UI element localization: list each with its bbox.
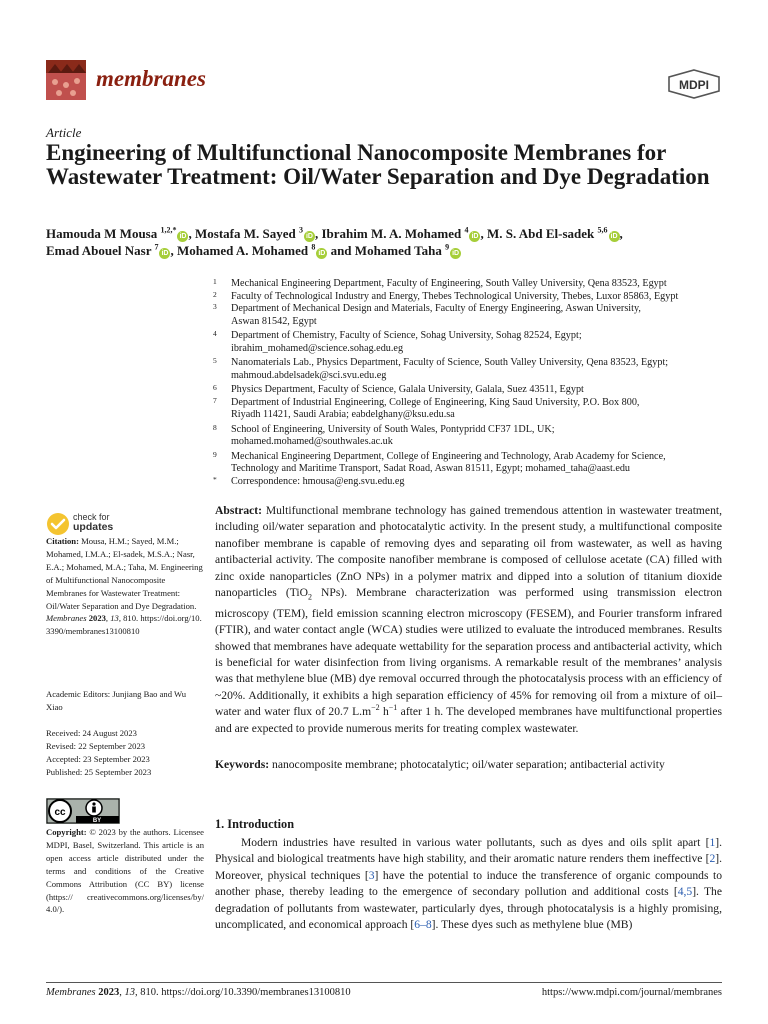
reference-link[interactable]: 6–8 [414, 918, 432, 932]
author[interactable]: Ibrahim M. A. Mohamed $^4$ [321, 225, 469, 241]
footer-journal-link[interactable]: https://www.mdpi.com/journal/membranes [541, 987, 722, 998]
reference-link[interactable]: 1 [709, 836, 716, 849]
affiliations [212, 278, 727, 488]
email-link[interactable]: ibrahim_mohamed@science.sohag.edu.eg [231, 342, 404, 354]
author[interactable]: Mostafa M. Sayed $^3$ [194, 225, 303, 241]
email-link[interactable]: mohamed.mohamed@southwales.ac.uk [231, 436, 393, 448]
affiliation: 3 Department of Mechanical Design and Materials, Faculty of Energy Engineering, Aswan University, Aswan 81542, Egypt [213, 302, 641, 327]
affiliation: 2 Faculty of Technological Industry and Energy, Thebes Technological University, Thebes, Luxor 85863, Egypt [213, 289, 679, 302]
orcid-icon[interactable]: iD [318, 250, 326, 257]
affiliation: 1 Mechanical Engineering Department, Faculty of Engineering, South Valley University, Qena 83523, Egypt [213, 277, 667, 289]
affiliation: 9 Mechanical Engineering Department, College of Engineering and Technology, Arab Academy for Science, Technology and Maritime Transport, Sadat Road, Aswan 81511, Egypt; mohamed_taha@aast.edu [213, 449, 666, 475]
journal-logo-icon [46, 60, 86, 100]
orcid-icon[interactable]: iD [305, 233, 313, 240]
check-updates-label: check for updates [73, 512, 114, 533]
reference-link[interactable]: 3 [368, 868, 375, 882]
copyright-notice: Copyright: © 2023 by the authors. Licensee MDPI, Basel, Switzerland. This article is an open access article distributed under the terms and conditions of the Creative Commons Attribution (CC BY) license (https:// creativecommons.org/licenses/by/ 4.0/). [46, 827, 204, 915]
footer-citation: Membranes 2023, 13, 810. https://doi.org/10.3390/membranes13100810 [46, 987, 351, 998]
footer-rule [46, 982, 722, 983]
cc-by-license-icon[interactable] [46, 798, 120, 824]
check-updates-icon [46, 512, 70, 536]
email-link[interactable]: mahmoud.abdelsadek@sci.svu.edu.eg [231, 369, 387, 381]
orcid-icon[interactable]: iD [610, 233, 618, 240]
abstract: Abstract: Multifunctional membrane technology has gained tremendous attention in wastewater treatment, including oil/water separation and photocatalytic activity. In the present study, a multifunctional composite nanofiber membrane is capable of removing dyes and separating oil from wastewater, as well as having antibacterial activity. The composite nanofiber membrane is composed of cellulose acetate (CA) filled with zinc oxide nanoparticles (ZnO NPs) in a polymer matrix and dipped into a solution of titanium dioxide nanoparticles (TiO$_2$ NPs). Membrane characterization was performed using transmission electron microscopy (TEM), field emission scanning electron microscopy (FESEM), and Fourier transform infrared (FTIR), and water contact angle (WCA) studies were utilized to evaluate the introduced membranes. Results showed that membranes have adequate wettability for the separation process and antibacterial activity, which is beneficial for water disinfection from living organisms. A remarkable result of the membranes’ analysis was that methylene blue (MB) dye removal occurred through the photocatalysis process with an efficiency of ~20%. Additionally, it exhibits a high separation efficiency of 45% for removing oil from a mixture of oil–water and water flux of 20.7 $L.m^{-2}$ $h^{-1}$ after 1 h. The developed membranes have multifunctional properties and are expected to provide numerous merits for treating complex wastewater. [215, 504, 722, 735]
cc-by-label: BY [92, 818, 102, 824]
affiliation: 4 Department of Chemistry, Faculty of Science, Sohag University, Sohag 82524, Egypt; ibrahim_mohamed@science.sohag.edu.eg [213, 329, 582, 354]
author[interactable]: Emad Abouel Nasr $^7$ [46, 242, 159, 258]
author[interactable]: Mohamed A. Mohamed $^8$ [176, 242, 316, 258]
orcid-icon[interactable]: iD [452, 250, 460, 257]
citation-block: Citation: Mousa, H.M.; Sayed, M.M.; Mohamed, I.M.A.; El-sadek, M.S.A.; Nasr, E.A.; Mohamed, M.A.; Taha, M. Engineering of Multifunctional Nanocomposite Membranes for Wastewater Treatment: Oil/Water Separation and Dye Degradation. Membranes 2023, 13, 810. https://doi.org/10.3390/membranes13100810 [46, 536, 203, 637]
orcid-icon[interactable]: iD [471, 233, 479, 240]
article-title: Engineering of Multifunctional Nanocomposite Membranes for Wastewater Treatment: Oil/Water Separation and Dye Degradation [46, 140, 710, 189]
article-type: Article [46, 125, 82, 140]
svg-text:cc: cc [54, 807, 66, 818]
author[interactable]: Hamouda M Mousa $^{1,2,*}$ [46, 225, 177, 241]
academic-editors: Academic Editors: Junjiang Bao and Wu Xiao [46, 689, 187, 712]
orcid-icon[interactable]: iD [161, 250, 169, 257]
keywords: Keywords: nanocomposite membrane; photocatalytic; oil/water separation; antibacterial activity [215, 758, 665, 771]
mdpi-label: MDPI [679, 78, 709, 92]
author-list: Hamouda M Mousa $^{1,2,*}$iD , Mostafa M. Sayed $^3$iD , Ibrahim M. A. Mohamed $^4$iD , M. S. Abd El-sadek $^{5,6}$iD , Emad Abouel Nasr $^7$iD , Mohamed A. Mohamed $^8$iD and Mohamed Taha $^9$iD [46, 225, 623, 258]
author[interactable]: Mohamed Taha $^9$ [354, 242, 450, 258]
journal-name: membranes [96, 66, 206, 91]
reference-link[interactable]: 4,5 [677, 885, 693, 899]
orcid-icon[interactable]: iD [179, 233, 187, 240]
introduction-paragraph: Modern industries have resulted in various water pollutants, such as dyes and oils split apart [1]. Physical and biological treatments have high stability, and their aromatic nature renders them ineffective [2]. Moreover, physical techniques [3] have the potential to induce the transference of organic compounds to another phase, thereby leading to the emergence of secondary pollution and additional costs [4,5]. The degradation of pollutants from wastewater, particularly dyes, through photocatalysis is a highly promising, uncomplicated, and economical approach [6–8]. These dyes such as methylene blue (MB) [215, 836, 722, 932]
mdpi-logo-icon [667, 69, 721, 99]
affiliation: 8 School of Engineering, University of South Wales, Pontypridd CF37 1DL, UK; mohamed.mohamed@southwales.ac.uk [213, 422, 555, 448]
affiliation: 6 Physics Department, Faculty of Science, Galala University, Galala, Suez 43511, Egypt [213, 383, 584, 396]
affiliation: 5 Nanomaterials Lab., Physics Department, Faculty of Science, South Valley University, Qena 83523, Egypt; mahmoud.abdelsadek@sci.svu.edu.eg [213, 356, 669, 381]
reference-link[interactable]: 2 [709, 852, 716, 866]
correspondence: * Correspondence: hmousa@eng.svu.edu.eg [213, 474, 405, 487]
section-heading: 1. Introduction [215, 817, 295, 831]
author[interactable]: M. S. Abd El-sadek $^{5,6}$ [486, 225, 608, 241]
affiliation: 7 Department of Industrial Engineering, College of Engineering, King Saud University, P.O. Box 800, Riyadh 11421, Saudi Arabia; eabdelghany@ksu.edu.sa [213, 395, 640, 421]
publication-dates: Received: 24 August 2023 Revised: 22 September 2023 Accepted: 23 September 2023 Published: 25 September 2023 [46, 728, 152, 777]
doi-link[interactable]: https://doi.org/10.3390/membranes13100810 [46, 613, 202, 637]
